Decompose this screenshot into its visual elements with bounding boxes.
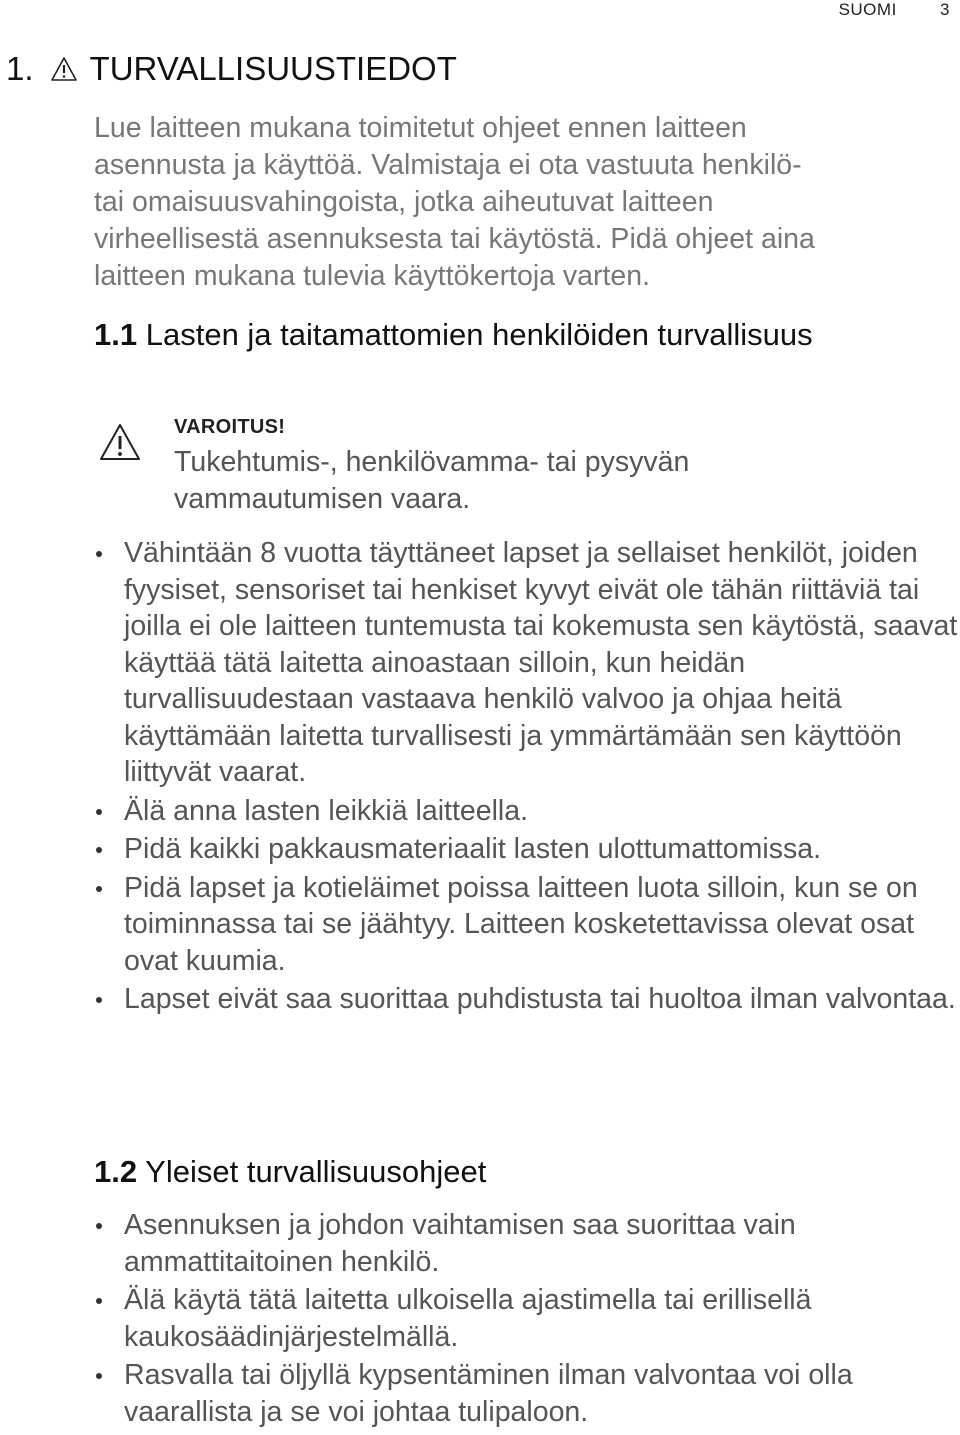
intro-paragraph <box>94 110 954 295</box>
section-1-heading <box>6 50 457 88</box>
list-item: Pidä kaikki pakkausmateriaalit lasten ulottumattomissa. <box>124 831 958 868</box>
section-title: TURVALLISUUSTIEDOT <box>89 50 457 87</box>
warning-text: Tukehtumis-, henkilövamma- tai pysyvän vammautumisen vaara. <box>174 446 690 515</box>
section-title: Yleiset turvallisuusohjeet <box>145 1154 487 1189</box>
section-title: Lasten ja taitamattomien henkilöiden turvallisuus <box>145 317 813 352</box>
section-1-2-heading <box>94 1153 486 1191</box>
intro-line: Lue laitteen mukana toimitetut ohjeet ennen laitteen <box>94 112 747 144</box>
list-item: Pidä lapset ja kotieläimet poissa laitteen luota silloin, kun se on toiminnassa tai se jäähtyy. Laitteen kosketettavissa olevat osat ovat kuumia. <box>124 870 958 980</box>
section-number: 1.2 <box>94 1154 138 1189</box>
list-item: Vähintään 8 vuotta täyttäneet lapset ja sellaiset henkilöt, joiden fyysiset, sensoriset tai henkiset kyvyt eivät ole tähän riittäviä tai joilla ei ole laitteen tuntemusta tai kokemusta sen käytöstä, saavat käyttää tätä laitetta ainoastaan silloin, kun heidän turvallisuudestaan vastaava henkilö valvoo ja ohjaa heitä käyttämään laitetta turvallisesti ja ymmärtämään sen käyttöön liittyvät vaarat. <box>124 535 958 791</box>
list-item: Asennuksen ja johdon vaihtamisen saa suorittaa vain ammattitaitoinen henkilö. <box>124 1207 958 1280</box>
list-item: Älä käytä tätä laitetta ulkoisella ajastimella tai erillisellä kaukosäädinjärjestelmällä. <box>124 1282 958 1355</box>
page-number: 3 <box>940 0 950 19</box>
list-item: Rasvalla tai öljyllä kypsentäminen ilman valvontaa voi olla vaarallista ja se voi johtaa tulipaloon. <box>124 1357 958 1430</box>
intro-line: asennusta ja käyttöä. Valmistaja ei ota vastuuta henkilö- <box>94 149 802 181</box>
intro-line: tai omaisuusvahingoista, jotka aiheutuvat laitteen <box>94 186 714 218</box>
child-safety-list <box>124 535 958 1020</box>
general-safety-list <box>124 1207 958 1432</box>
section-1-1-heading <box>94 316 814 354</box>
intro-line: laitteen mukana tulevia käyttökertoja varten. <box>94 260 651 292</box>
warning-triangle-icon <box>98 422 142 462</box>
list-item: Älä anna lasten leikkiä laitteella. <box>124 793 958 830</box>
warning-triangle-icon <box>50 56 78 82</box>
intro-line: virheellisestä asennuksesta tai käytöstä. Pidä ohjeet aina <box>94 223 815 255</box>
list-item: Lapset eivät saa suorittaa puhdistusta tai huoltoa ilman valvontaa. <box>124 981 958 1018</box>
warning-label: VAROITUS! <box>174 416 286 438</box>
section-number: 1.1 <box>94 317 138 352</box>
page-header <box>839 0 950 20</box>
section-number: 1. <box>6 50 34 87</box>
language-label: SUOMI <box>838 0 897 19</box>
